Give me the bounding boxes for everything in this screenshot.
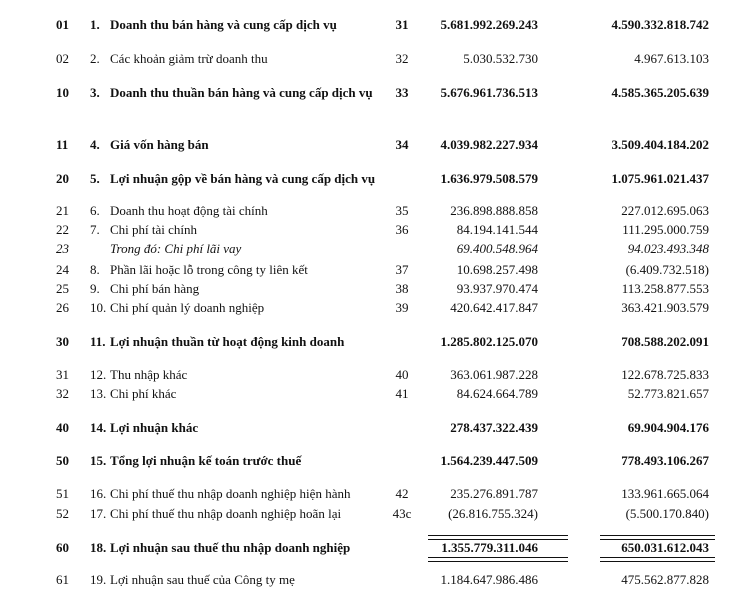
previous-year-value: 3.509.404.184.202 [611,137,709,152]
current-year-value: 420.642.417.847 [450,300,538,315]
current-year-value: 5.681.992.269.243 [440,17,538,32]
row-note: 39 [395,300,409,315]
previous-year-value: 4.590.332.818.742 [611,17,709,32]
previous-year-value: (6.409.732.518) [625,262,709,277]
current-year-value: 5.030.532.730 [463,51,538,66]
current-year-value: 1.285.802.125.070 [440,334,538,349]
row-label: Chi phí quản lý doanh nghiệp [110,300,265,315]
current-year-value: 1.636.979.508.579 [440,171,538,186]
row-label: Lợi nhuận sau thuế của Công ty mẹ [110,572,295,587]
row-label: Phần lãi hoặc lỗ trong công ty liên kết [110,262,308,277]
row-code: 10 [56,85,69,100]
row-number: 8. [90,262,100,277]
row-label: Các khoản giảm trừ doanh thu [110,51,268,66]
row-code: 23 [56,241,69,256]
row-number: 9. [90,281,100,296]
row-number: 3. [90,85,100,100]
previous-year-value: 1.075.961.021.437 [611,171,709,186]
row-code: 21 [56,203,69,218]
total-double-rule [428,557,568,562]
row-number: 18. [90,540,107,555]
total-double-rule [428,535,568,540]
row-note: 43c [392,506,412,521]
row-label: Tổng lợi nhuận kế toán trước thuế [110,453,302,468]
row-code: 40 [56,420,69,435]
row-number: 14. [90,420,107,435]
previous-year-value: 52.773.821.657 [627,386,709,401]
current-year-value: 69.400.548.964 [456,241,538,256]
previous-year-value: 363.421.903.579 [621,300,709,315]
previous-year-value: 113.258.877.553 [621,281,709,296]
previous-year-value: (5.500.170.840) [625,506,709,521]
current-year-value: 5.676.961.736.513 [440,85,538,100]
row-label: Trong đó: Chi phí lãi vay [110,241,242,256]
row-label: Thu nhập khác [110,367,188,382]
row-note: 31 [395,17,409,32]
row-note: 42 [395,486,409,501]
row-note: 36 [395,222,409,237]
previous-year-value: 475.562.877.828 [621,572,709,587]
row-number: 1. [90,17,100,32]
current-year-value: 1.564.239.447.509 [440,453,538,468]
row-note: 35 [395,203,409,218]
row-number: 13. [90,386,107,401]
row-code: 11 [56,137,69,152]
row-code: 30 [56,334,69,349]
row-label: Chi phí bán hàng [110,281,200,296]
previous-year-value: 650.031.612.043 [621,540,709,555]
row-code: 31 [56,367,69,382]
current-year-value: 84.194.141.544 [456,222,538,237]
row-label: Giá vốn hàng bán [110,137,209,152]
row-note: 34 [395,137,409,152]
previous-year-value: 111.295.000.759 [622,222,709,237]
row-number: 4. [90,137,100,152]
row-code: 24 [56,262,69,277]
row-code: 32 [56,386,69,401]
row-number: 19. [90,572,107,587]
current-year-value: 235.276.891.787 [450,486,538,501]
row-note: 40 [395,367,409,382]
row-label: Chi phí thuế thu nhập doanh nghiệp hoãn lại [110,506,342,521]
row-number: 7. [90,222,100,237]
row-note: 33 [395,85,409,100]
previous-year-value: 227.012.695.063 [621,203,709,218]
current-year-value: 1.355.779.311.046 [441,540,538,555]
previous-year-value: 94.023.493.348 [627,241,709,256]
row-code: 22 [56,222,69,237]
row-code: 26 [56,300,69,315]
total-double-rule [600,557,715,562]
row-label: Doanh thu thuần bán hàng và cung cấp dịch vụ [110,85,373,100]
previous-year-value: 122.678.725.833 [621,367,709,382]
row-code: 61 [56,572,69,587]
row-note: 37 [395,262,409,277]
row-number: 17. [90,506,107,521]
previous-year-value: 133.961.665.064 [621,486,709,501]
row-label: Chi phí khác [110,386,177,401]
previous-year-value: 708.588.202.091 [621,334,709,349]
row-label: Lợi nhuận gộp về bán hàng và cung cấp dịch vụ [110,171,376,186]
total-double-rule [600,535,715,540]
row-number: 6. [90,203,100,218]
row-label: Chi phí tài chính [110,222,198,237]
row-note: 32 [395,51,409,66]
row-code: 01 [56,17,69,32]
current-year-value: (26.816.755.324) [448,506,538,521]
current-year-value: 236.898.888.858 [450,203,538,218]
row-code: 25 [56,281,69,296]
row-label: Lợi nhuận thuần từ hoạt động kinh doanh [110,334,345,349]
row-number: 11. [90,334,106,349]
row-number: 2. [90,51,100,66]
row-label: Doanh thu hoạt động tài chính [110,203,268,218]
current-year-value: 278.437.322.439 [450,420,538,435]
row-code: 51 [56,486,69,501]
row-label: Chi phí thuế thu nhập doanh nghiệp hiện hành [110,486,351,501]
previous-year-value: 4.585.365.205.639 [611,85,709,100]
current-year-value: 4.039.982.227.934 [440,137,538,152]
previous-year-value: 69.904.904.176 [627,420,709,435]
row-number: 12. [90,367,107,382]
row-code: 20 [56,171,69,186]
row-code: 52 [56,506,69,521]
row-number: 15. [90,453,107,468]
current-year-value: 363.061.987.228 [450,367,538,382]
current-year-value: 93.937.970.474 [456,281,538,296]
row-number: 16. [90,486,107,501]
previous-year-value: 4.967.613.103 [634,51,709,66]
row-number: 10. [90,300,107,315]
current-year-value: 10.698.257.498 [456,262,538,277]
row-code: 50 [56,453,69,468]
row-note: 38 [395,281,409,296]
row-label: Doanh thu bán hàng và cung cấp dịch vụ [110,17,337,32]
current-year-value: 84.624.664.789 [456,386,538,401]
current-year-value: 1.184.647.986.486 [440,572,538,587]
row-code: 02 [56,51,69,66]
row-number: 5. [90,171,100,186]
row-label: Lợi nhuận khác [110,420,199,435]
row-label: Lợi nhuận sau thuế thu nhập doanh nghiệp [110,540,351,555]
row-note: 41 [395,386,409,401]
row-code: 60 [56,540,69,555]
previous-year-value: 778.493.106.267 [621,453,709,468]
